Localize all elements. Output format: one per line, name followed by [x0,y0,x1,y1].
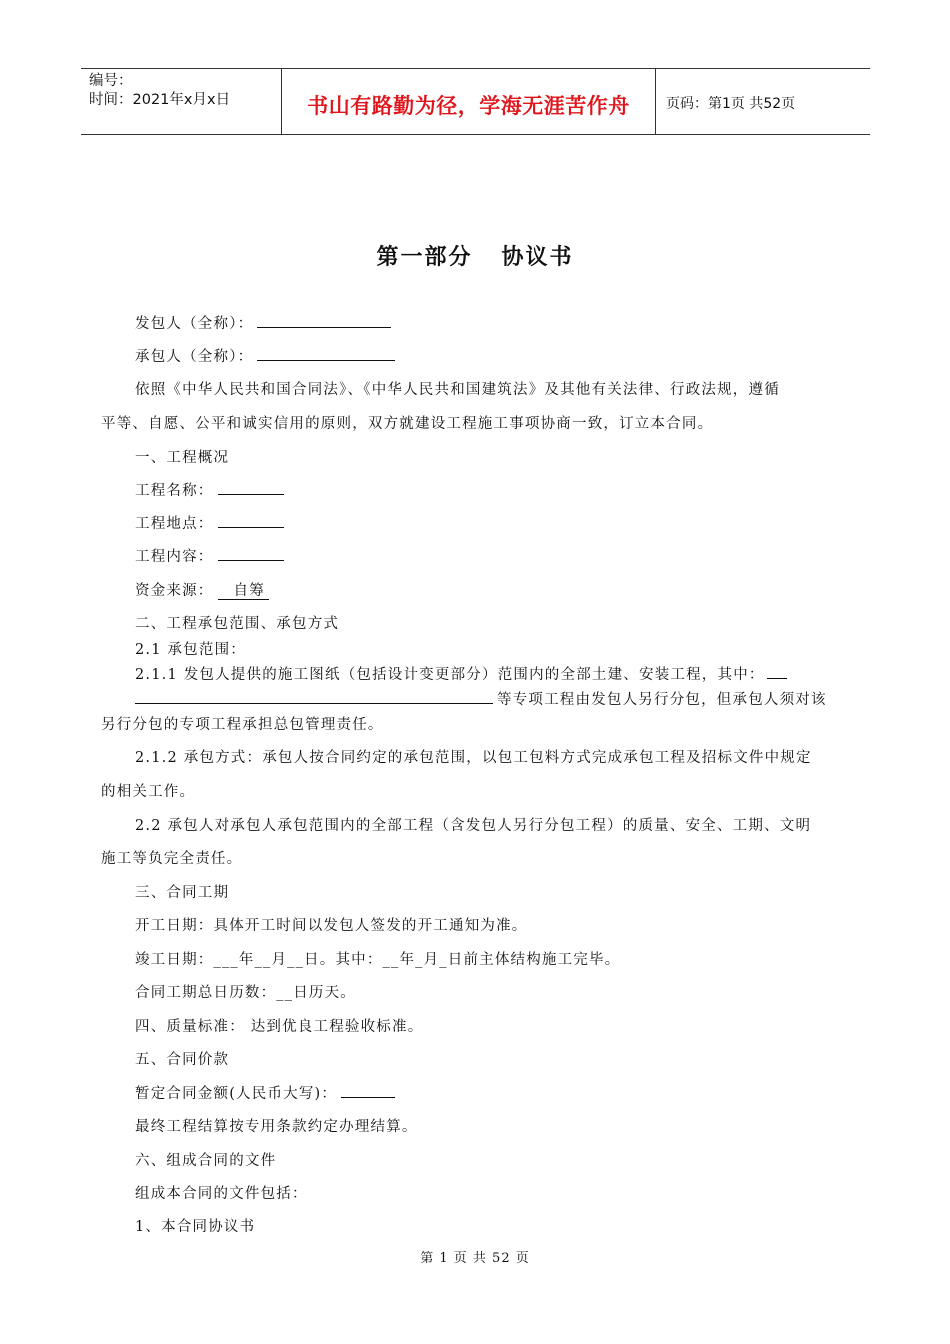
project-location-line [135,512,284,533]
clause-2-2-line-1: 2.2 承包人对承包人承包范围内的全部工程（含发包人另行分包工程）的质量、安全、工期、文明 [135,818,812,834]
clause-2-1-1-line-1 [135,663,787,684]
provisional-amount-blank [341,1083,395,1098]
employer-line [135,312,391,333]
fund-source-value: 自筹 [218,583,269,600]
basis-line-1: 依照《中华人民共和国合同法》、《中华人民共和国建筑法》及其他有关法律、行政法规，遵循 [135,382,780,398]
project-content-label: 工程内容： [135,549,214,565]
fund-source-line [135,579,269,600]
clause-2-1-1-text-1: 2.1.1 发包人提供的施工图纸（包括设计变更部分）范围内的全部土建、安装工程，其中： [135,667,765,683]
clause-2-1-1-blank-b [135,689,493,704]
clause-2-1-1-text-2: 等专项工程由发包人另行分包，但承包人须对该 [497,692,827,708]
provisional-amount-label: 暂定合同金额(人民币大写)： [135,1086,338,1102]
project-name-line [135,479,284,500]
section-1-heading: 一、工程概况 [135,450,230,466]
page-footer: 第 1 页 共 52 页 [420,1251,530,1266]
employer-blank [257,313,391,328]
project-content-blank [218,546,284,561]
contractor-line [135,345,395,366]
settlement-line: 最终工程结算按专用条款约定办理结算。 [135,1119,418,1135]
basis-line-2: 平等、自愿、公平和诚实信用的原则，双方就建设工程施工事项协商一致，订立本合同。 [101,416,714,432]
project-content-line [135,545,284,566]
header-motto: 书山有路勤为径，学海无涯苦作舟 [282,69,656,134]
contractor-blank [257,346,395,361]
clause-2-1-1-line-3: 另行分包的专项工程承担总包管理责任。 [101,717,384,733]
provisional-amount-line [135,1082,395,1103]
project-location-blank [218,513,284,528]
section-6-heading: 六、组成合同的文件 [135,1153,277,1169]
section-2-heading: 二、工程承包范围、承包方式 [135,616,340,632]
section-3-heading: 三、合同工期 [135,885,230,901]
project-location-label: 工程地点： [135,516,214,532]
clause-2-1: 2.1 承包范围： [135,642,246,658]
document-time-label: 时间：2021年x月x日 [89,92,231,108]
fund-source-label: 资金来源： [135,583,214,599]
document-header [81,68,870,135]
total-days-line: 合同工期总日历数：__日历天。 [135,985,356,1001]
clause-2-2-line-2: 施工等负完全责任。 [101,851,243,867]
clause-2-1-1-line-2 [135,688,827,709]
page-title: 第一部分 协议书 [376,245,574,270]
employer-label: 发包人（全称）： [135,316,254,332]
finish-date-line: 竣工日期：___年__月__日。其中：__年_月_日前主体结构施工完毕。 [135,952,621,968]
start-date-line: 开工日期：具体开工时间以发包人签发的开工通知为准。 [135,918,528,934]
project-name-label: 工程名称： [135,483,214,499]
section-4-heading: 四、质量标准： 达到优良工程验收标准。 [135,1019,424,1035]
clause-2-1-2-line-2: 的相关工作。 [101,784,196,800]
clause-2-1-1-blank-a [767,664,787,679]
project-name-blank [218,480,284,495]
contractor-label: 承包人（全称）： [135,349,254,365]
document-number-label: 编号： [89,73,133,89]
document-item-1: 1、本合同协议书 [135,1219,256,1235]
documents-intro: 组成本合同的文件包括： [135,1186,308,1202]
header-page-info: 页码：第1页 共52页 [666,95,796,112]
section-5-heading: 五、合同价款 [135,1052,230,1068]
header-meta [81,69,282,134]
clause-2-1-2-line-1: 2.1.2 承包方式：承包人按合同约定的承包范围，以包工包料方式完成承包工程及招标文件中规定 [135,750,812,766]
